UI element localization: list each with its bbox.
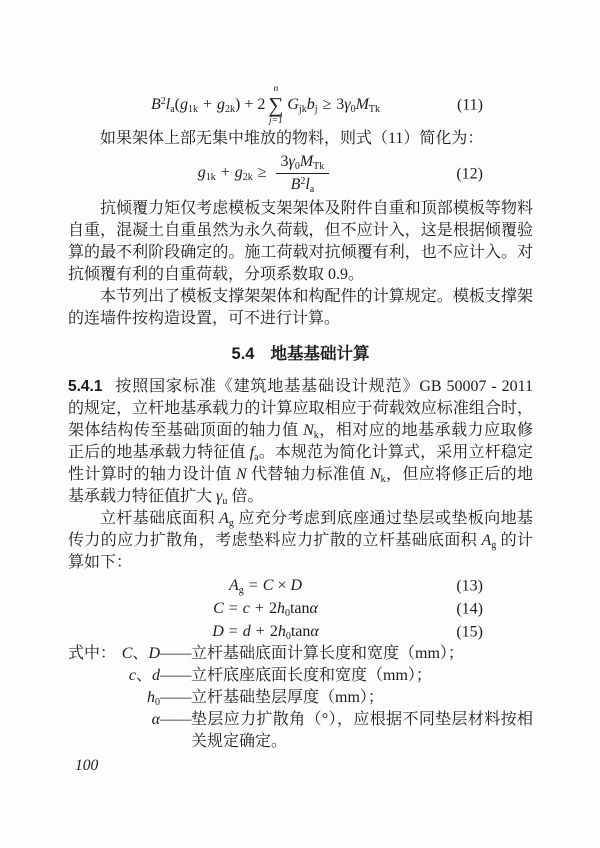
math-paren: ) + 2 [235,95,266,113]
where-label-spacer [68,687,118,709]
paragraph-overturning [68,198,533,286]
math-var: C [213,600,224,617]
section-note-text: 本节列出了模板支撑架架体和构配件的计算规定。模板支撑架的连墙件按构造设置，可不进行计算。 [68,288,533,327]
math-var: g [234,164,243,182]
math-var: h [277,623,286,640]
math-var: C [262,577,274,594]
math-sub: j [314,103,318,115]
math-sub: 0 [155,697,160,708]
formula-14-expression [213,600,318,617]
def-description: 垫层应力扩散角（°），应根据不同垫层材料按相关规定确定。 [191,711,533,750]
where-label: 式中： [68,645,117,662]
math-sub: 2k [242,172,253,184]
math-sub: a [170,103,175,115]
fraction [276,152,330,195]
math-var: D [212,623,224,640]
math-number: 2 [269,623,278,640]
fraction-numerator [276,152,330,174]
math-number: 2 [268,600,277,617]
def-symbol [118,709,160,753]
def-symbol [118,643,160,665]
section-heading [68,343,533,365]
math-sub: k [313,430,319,441]
math-sub: jk [298,103,307,115]
equation-15 [68,620,533,643]
formula-11-expression [150,84,381,126]
math-sup: 2 [160,95,166,107]
paragraph-541 [68,376,533,508]
dash-separator: —— [160,711,191,728]
symbol-separator: 、 [135,667,152,684]
math-operator: + [254,600,264,617]
dash-separator: —— [160,645,191,662]
math-var: M [299,153,314,170]
math-relation: ≥ [257,164,267,182]
equation-number: (15) [456,623,483,640]
math-var: A [219,510,229,527]
math-var: g [217,95,226,113]
math-var: D [148,645,160,662]
math-times: × [277,577,287,594]
equation-number: (14) [456,600,483,617]
math-operator: + [220,164,230,182]
math-sub: u [222,496,228,507]
sigma-icon: ∑ [268,93,284,117]
math-sub: a [309,184,315,195]
def-symbol [118,665,160,687]
paragraph-section-note [68,286,533,330]
paragraph-intro [68,128,533,150]
math-function: tan [289,600,310,617]
dash-separator: —— [160,689,191,706]
def-description: 立杆基础底面计算长度和宽度（mm）； [191,645,464,662]
math-var: d [242,623,251,640]
math-var: h [276,600,285,617]
equation-12 [68,152,533,195]
equation-number: (12) [456,165,483,182]
math-equals: = [248,577,258,594]
section-heading-title: 地基基础计算 [270,345,370,363]
where-label-spacer [68,665,118,687]
summation-upper-limit: n [273,84,279,94]
math-equals: = [228,600,238,617]
math-paren: ( [174,95,180,113]
where-label-spacer [68,709,118,753]
page-number: 100 [75,757,99,774]
formula-definitions [68,643,533,753]
clause-text: 按照国家标准《建筑地基基础设计规范》GB 50007 - 2011 的规定，立杆地基承载力的计算应取相应于荷载效应标准组合时，架体结构传至基础顶面的轴力值 [68,378,533,439]
math-var: g [197,164,206,182]
math-var: c [128,667,136,684]
math-var: l [305,176,310,193]
math-sub: g [491,540,497,551]
math-var: α [309,600,318,617]
math-sub: Tk [313,161,325,172]
math-var: A [228,577,239,594]
clause-text: ，但应将修正后的地基承载力特征值扩大 [68,466,533,505]
math-sub: 2k [225,103,236,115]
math-number: 3 [280,153,289,170]
equation-11 [68,84,533,126]
math-function: tan [290,623,311,640]
math-sub: 0 [350,103,356,115]
math-sub: a [254,452,259,463]
def-row-alpha [68,709,533,753]
def-row-CD [68,643,533,665]
math-var: d [152,667,160,684]
intro-text: 如果架体上部无集中堆放的物料，则式（11）简化为： [100,130,484,147]
math-var: l [165,95,171,113]
math-var: γ [344,95,351,113]
math-var: G [287,95,299,113]
def-row-h0 [68,687,533,709]
def-row-cd [68,665,533,687]
math-var: g [179,95,188,113]
math-var: b [306,95,315,113]
clause-text: 倍。 [227,488,264,505]
summation-lower-limit: j=1 [268,116,283,126]
math-var: D [290,577,303,594]
base-area-text: 的计算如下： [68,532,533,571]
equation-14 [68,597,533,620]
def-description: 立杆底座底面长度和宽度（mm）； [191,667,432,684]
base-area-text: 立杆基础底面积 [100,510,220,527]
clause-text: ，相对应的地基承载力应取修正后的地基承载力特征值 [68,422,533,461]
math-var: N [303,422,314,439]
math-sub: g [228,518,234,529]
math-number: 3 [336,95,345,113]
math-sub: 0 [285,631,291,642]
math-sub: 1k [205,172,216,184]
summation-symbol [268,84,283,126]
clause-text: 代替轴力标准值 [246,466,370,483]
paragraph-base-area [68,508,533,574]
math-equals: = [228,623,238,640]
math-sub: k [380,474,386,485]
math-var: α [310,623,319,640]
math-var: c [242,600,250,617]
math-var: α [151,711,160,728]
equation-13 [68,574,533,597]
math-sub: 0 [294,161,300,172]
math-sub: 1k [187,103,198,115]
math-var: γ [216,488,223,505]
math-sub: g [238,585,244,596]
def-description: 立杆基础垫层厚度（mm）； [191,689,384,706]
math-sub: 0 [284,608,290,619]
equation-number: (11) [456,96,483,114]
overturning-text: 抗倾覆力矩仅考虑模板支架架体及附件自重和顶部模板等物料自重，混凝土自重虽然为永久荷载，但不应计入，这是根据倾覆验算的最不利阶段确定的。施工荷载对抗倾覆有利，也不应计入。对抗倾覆有利的自重荷载，分项系数取 0.9。 [68,200,533,283]
equation-number: (13) [456,577,483,594]
math-operator: + [255,623,265,640]
math-var: C [121,645,133,662]
math-sup: 2 [300,176,306,187]
formula-12-expression [197,153,334,195]
section-heading-number: 5.4 [231,345,255,363]
math-var: N [236,466,247,483]
base-area-text: 应充分考虑到底座通过垫层或垫板向地基传力的应力扩散角，考虑垫料应力扩散的立杆基础底面积 [68,510,533,549]
clause-number: 5.4.1 [68,378,103,395]
symbol-separator: 、 [132,645,149,662]
math-var: f [249,444,255,461]
dash-separator: —— [160,667,191,684]
formula-13-expression [229,577,302,594]
math-var: γ [288,153,295,170]
math-relation: ≥ [322,95,332,113]
formula-15-expression [212,623,319,640]
math-var: B [290,176,301,193]
math-operator: + [202,95,213,113]
def-symbol [118,687,160,709]
fraction-denominator [276,174,330,195]
math-sub: Tk [368,103,381,115]
math-var: M [355,95,369,113]
math-var: h [147,689,155,706]
math-var: A [481,532,492,549]
math-var: N [370,466,381,483]
clause-text: 。本规范为简化计算式，采用立杆稳定性计算时的轴力设计值 [68,444,533,483]
math-var: B [150,95,161,113]
